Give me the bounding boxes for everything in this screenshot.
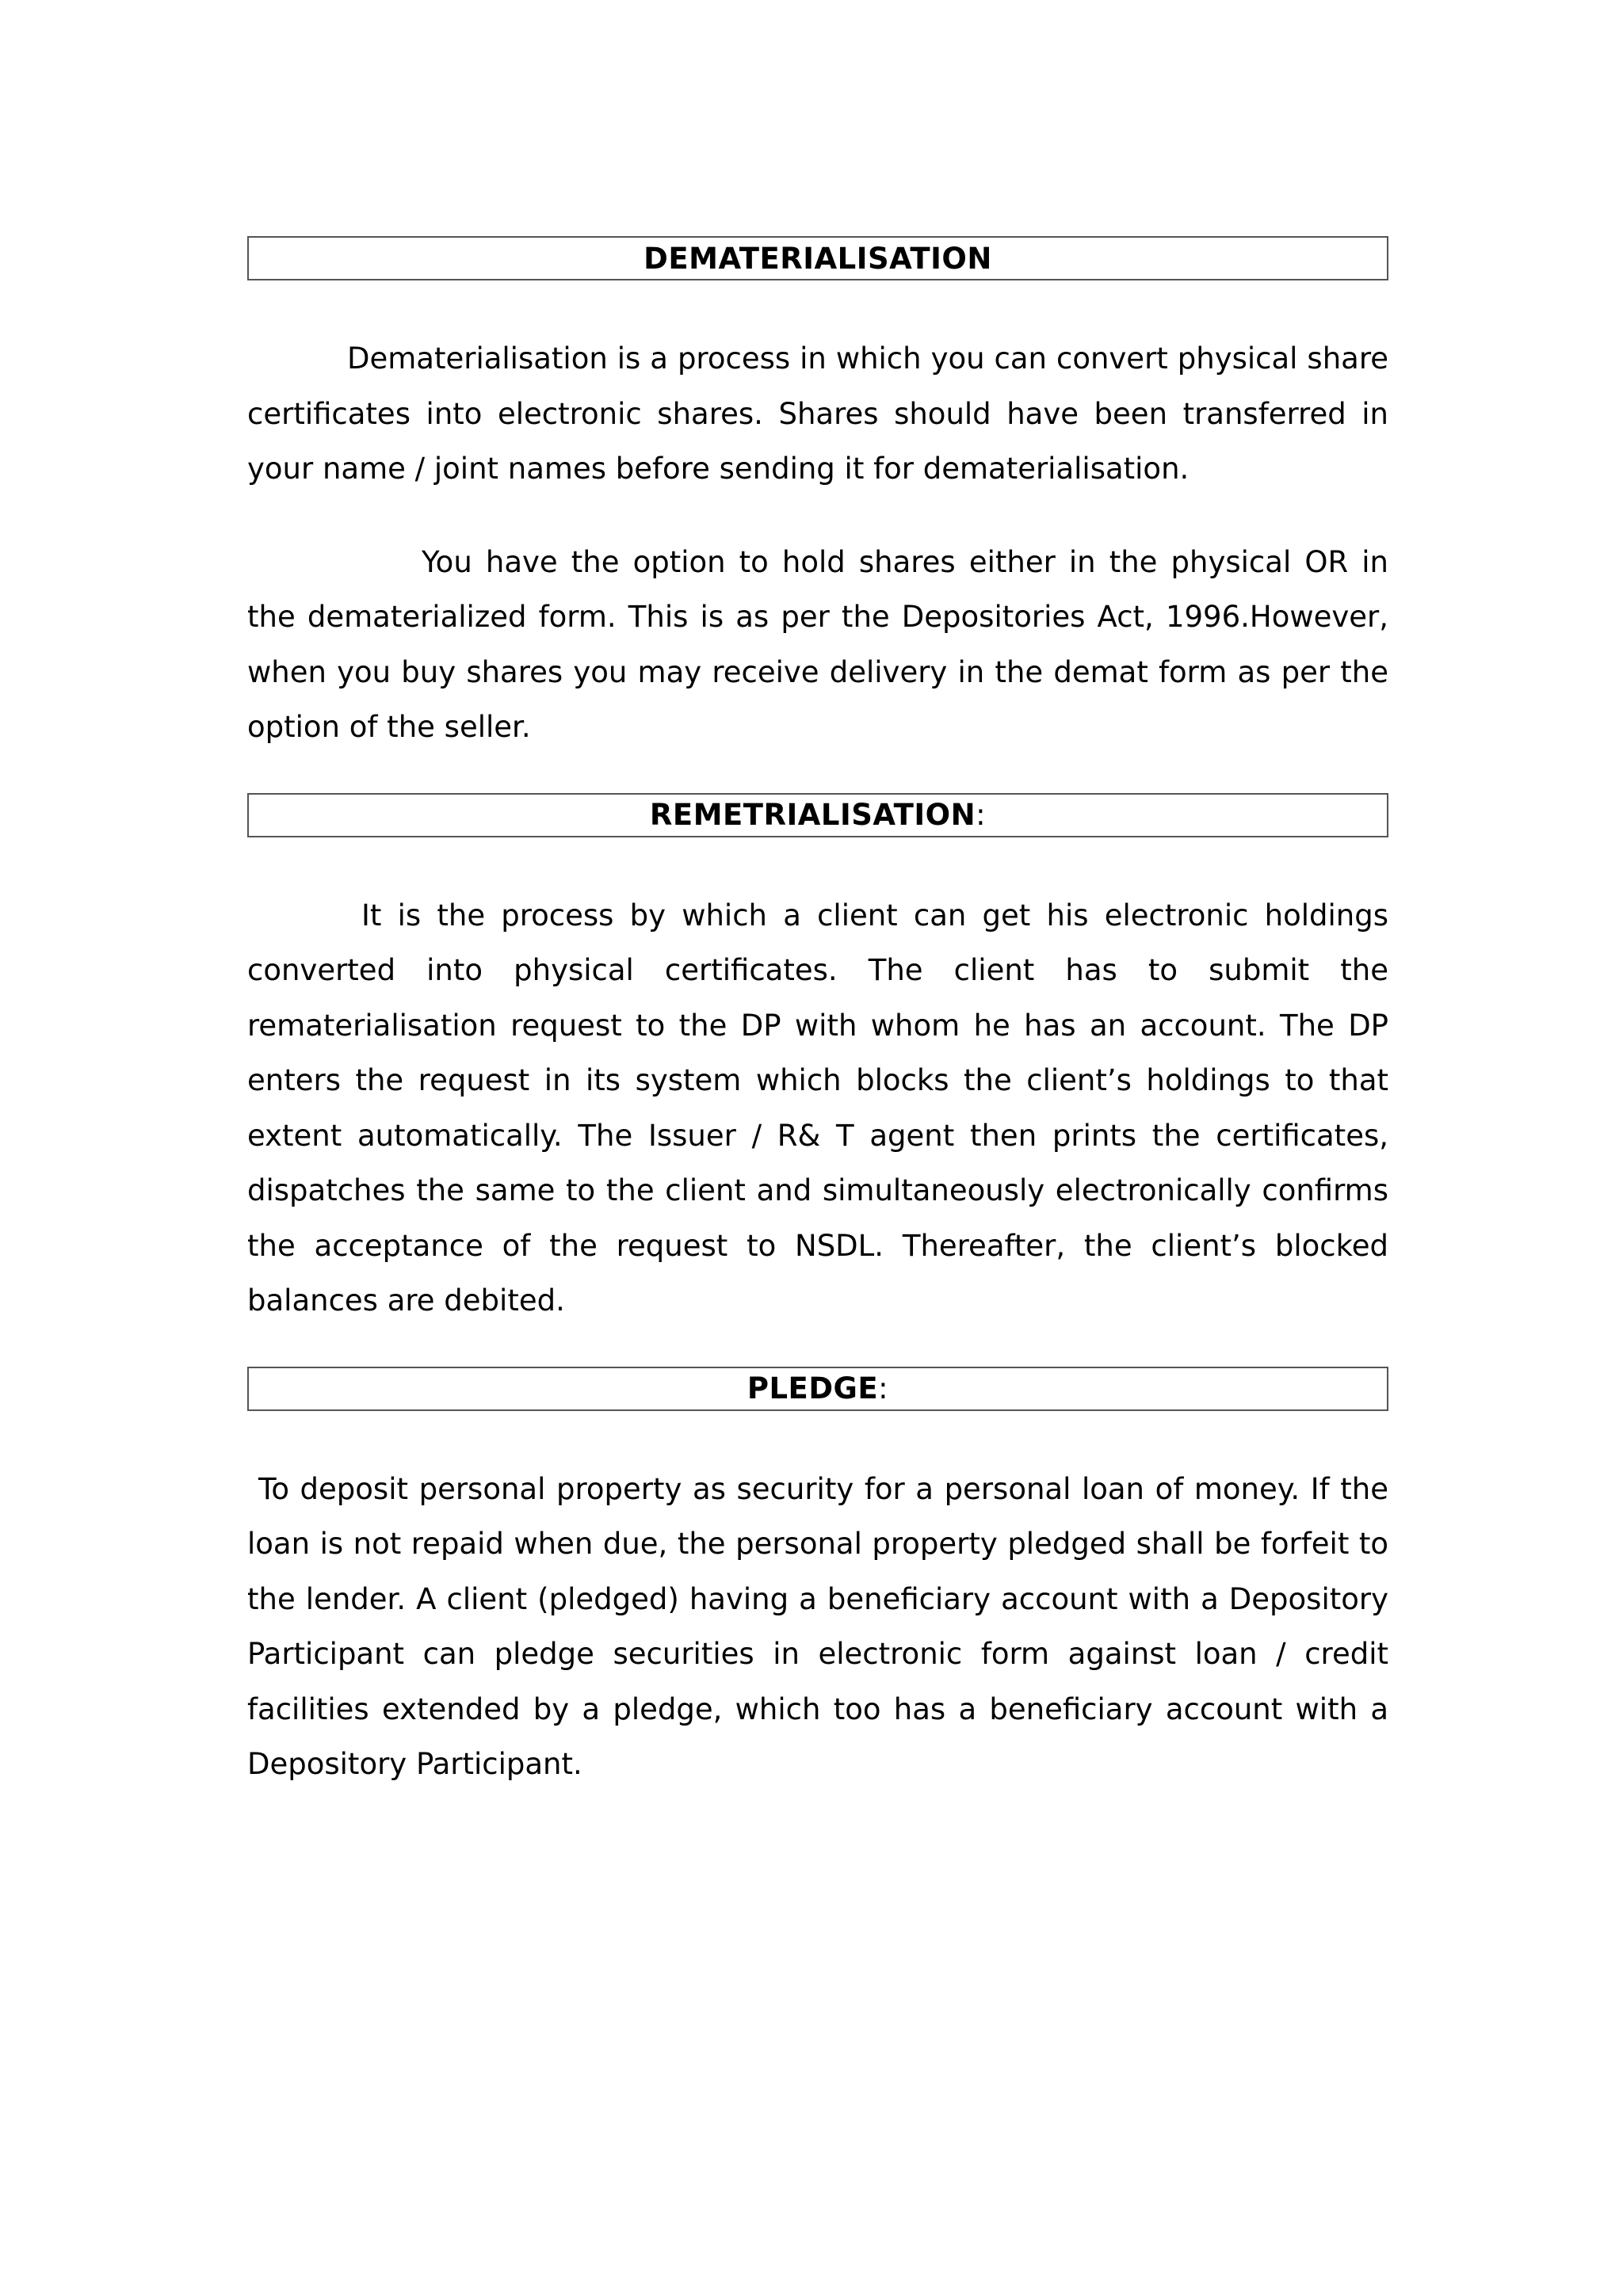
heading-text: REMETRIALISATION bbox=[649, 798, 976, 832]
paragraph: You have the option to hold shares either in the physical OR in the dematerialized form. This is as per the Depositories Act, 1996.However, when you buy shares you may receive delivery in the demat form as per the option of the seller. bbox=[247, 544, 1388, 744]
paragraph: It is the process by which a client can get his electronic holdings converted into physical certificates. The client has to submit the rematerialisation request to the DP with whom he has an account. The DP enters the request in its system which blocks the client’s holdings to that extent automatically. The Issuer / R& T agent then prints the certificates, dispatches the same to the client and simultaneously electronically confirms the acceptance of the request to NSDL. Thereafter, the client’s blocked balances are debited. bbox=[247, 898, 1388, 1318]
section-heading-remetrialisation bbox=[247, 793, 1388, 837]
heading-text: DEMATERIALISATION bbox=[643, 241, 992, 276]
section-heading-pledge bbox=[247, 1367, 1388, 1411]
heading-suffix: : bbox=[976, 798, 987, 832]
paragraph: To deposit personal property as security for a personal loan of money. If the loan is not repaid when due, the personal property pledged shall be forfeit to the lender. A client (pledged) having a beneficiary account with a Depository Participant can pledge securities in electronic form against loan / credit facilities extended by a pledge, which too has a beneficiary account with a Depository Participant. bbox=[247, 1471, 1388, 1781]
section-heading-dematerialisation bbox=[247, 236, 1388, 280]
paragraph: Dematerialisation is a process in which you can convert physical share certificates into electronic shares. Shares should have been transferred in your name / joint names before sending it for dematerialisation. bbox=[247, 341, 1388, 486]
document-page bbox=[247, 236, 1388, 1792]
heading-suffix: : bbox=[878, 1371, 889, 1405]
heading-text: PLEDGE bbox=[747, 1371, 879, 1405]
